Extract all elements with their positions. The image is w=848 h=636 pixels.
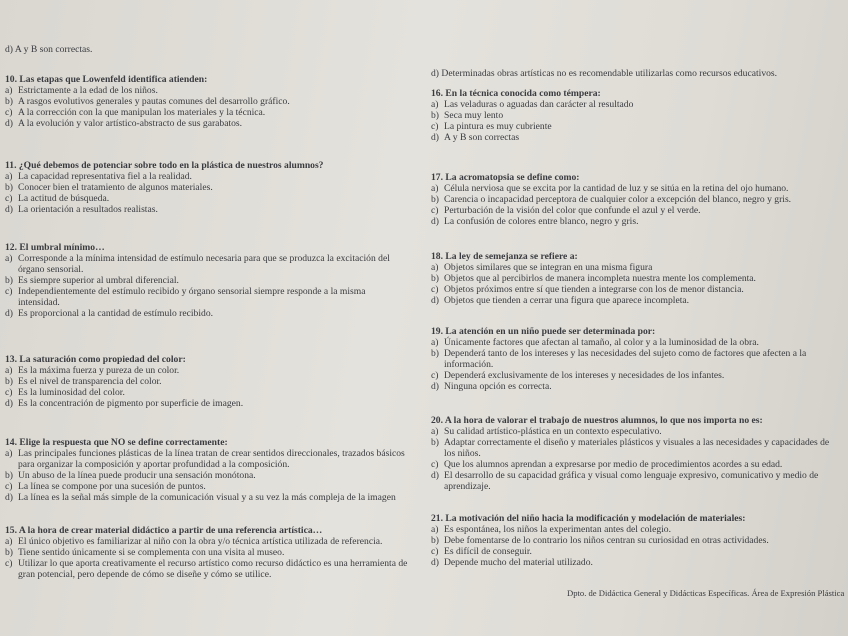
option-text: Utilizar lo que aporta creativamente el recurso artístico como recurso didáctico es una herramienta de (18, 558, 408, 569)
option-text: Las principales funciones plásticas de la línea tratan de crear sentidos direccionales, trazados básicos (18, 448, 405, 459)
question-title: 18. La ley de semejanza se refiere a: (431, 251, 578, 262)
option-letter: a) (431, 524, 439, 535)
option-text: Es siempre superior al umbral diferencial. (18, 275, 179, 286)
option-text: A rasgos evolutivos generales y pautas comunes del desarrollo gráfico. (18, 96, 290, 107)
question-13 (5, 354, 420, 409)
answer-option (431, 284, 841, 295)
answer-option (431, 546, 841, 557)
answer-option (431, 262, 841, 273)
option-letter: c) (431, 459, 439, 470)
answer-option (431, 524, 841, 535)
answer-option (5, 536, 420, 547)
option-text: La orientación a resultados realistas. (18, 204, 158, 215)
answer-option (5, 376, 420, 387)
option-letter: c) (5, 286, 13, 297)
answer-option (5, 481, 420, 492)
option-text: A y B son correctas (444, 132, 520, 143)
answer-option (431, 205, 841, 216)
answer-option (431, 216, 841, 227)
option-letter: d) (431, 470, 439, 481)
footer-department: Dpto. de Didáctica General y Didácticas Específicas. Área de Expresión Plástica (567, 588, 845, 598)
answer-option (431, 470, 841, 481)
option-letter: b) (5, 182, 13, 193)
option-text: Debe fomentarse de lo contrario los niños centran su curiosidad en otras actividades. (444, 535, 769, 546)
option-text: La línea es la señal más simple de la comunicación visual y a su vez la más compleja de la imagen (18, 492, 396, 503)
option-letter: b) (5, 376, 13, 387)
answer-option (431, 348, 841, 359)
answer-option (431, 535, 841, 546)
option-top-right: d) Determinadas obras artísticas no es recomendable utilizarlas como recursos educativos. (431, 68, 778, 79)
option-letter: c) (431, 205, 439, 216)
option-letter: a) (431, 262, 439, 273)
question-title: 15. A la hora de crear material didáctico a partir de una referencia artística… (5, 525, 323, 536)
option-letter: c) (431, 370, 439, 381)
answer-option (5, 448, 420, 459)
option-text-continuation: aprendizaje. (444, 481, 491, 492)
option-top-left: d) A y B son correctas. (5, 44, 93, 55)
option-text: Estrictamente a la edad de los niños. (18, 85, 158, 96)
option-letter: c) (5, 387, 13, 398)
question-title: 21. La motivación del niño hacia la modificación y modelación de materiales: (431, 513, 746, 524)
option-text: Objetos similares que se integran en una misma figura (444, 262, 653, 273)
answer-option (431, 381, 841, 392)
option-text: Dependerá exclusivamente de los intereses y necesidades de los infantes. (444, 370, 725, 381)
answer-option (431, 337, 841, 348)
option-text-continuation: los niños. (444, 448, 481, 459)
option-letter: d) (431, 557, 439, 568)
option-letter: a) (5, 253, 13, 264)
answer-option (5, 275, 420, 286)
answer-option (5, 286, 420, 297)
option-text: Perturbación de la visión del color que confunde el azul y el verde. (444, 205, 701, 216)
answer-option (5, 253, 420, 264)
option-text: Carencia o incapacidad perceptora de cualquier color a excepción del blanco, negro y gris. (444, 194, 792, 205)
question-12 (5, 242, 420, 319)
answer-option (5, 96, 420, 107)
option-text: Es proporcional a la cantidad de estímulo recibido. (18, 308, 214, 319)
option-text: A la evolución y valor artístico-abstracto de sus garabatos. (18, 118, 243, 129)
option-letter: d) (431, 295, 439, 306)
option-text-continuation: información. (444, 359, 494, 370)
question-10 (5, 74, 420, 129)
answer-option (431, 557, 841, 568)
option-letter: c) (5, 481, 13, 492)
question-title: 19. La atención en un niño puede ser determinada por: (431, 326, 656, 337)
answer-option (431, 426, 841, 437)
question-21 (431, 513, 841, 568)
option-letter: b) (431, 110, 439, 121)
answer-option (431, 459, 841, 470)
answer-option (5, 107, 420, 118)
option-text: Independientemente del estímulo recibido y órgano sensorial siempre responde a la misma (18, 286, 366, 297)
option-letter: d) (5, 118, 13, 129)
option-text: A la corrección con la que manipulan los materiales y la técnica. (18, 107, 266, 118)
answer-option (5, 118, 420, 129)
option-letter: d) (431, 132, 439, 143)
option-text: La capacidad representativa fiel a la realidad. (18, 171, 192, 182)
option-text: Ninguna opción es correcta. (444, 381, 552, 392)
question-18 (431, 251, 841, 306)
option-text: Es la máxima fuerza y pureza de un color. (18, 365, 180, 376)
option-letter: d) (431, 381, 439, 392)
question-11 (5, 160, 420, 215)
question-19 (431, 326, 841, 392)
answer-option (5, 398, 420, 409)
option-letter: d) (5, 308, 13, 319)
answer-option (431, 295, 841, 306)
question-14 (5, 437, 420, 503)
option-letter: b) (431, 194, 439, 205)
question-20 (431, 415, 841, 492)
option-letter: b) (431, 348, 439, 359)
option-letter: a) (5, 85, 13, 96)
option-text: La pintura es muy cubriente (444, 121, 552, 132)
question-title: 17. La acromatopsia se define como: (431, 172, 580, 183)
option-text: Es la luminosidad del color. (18, 387, 125, 398)
option-text: Objetos que tienden a cerrar una figura que aparece incompleta. (444, 295, 690, 306)
question-title: 16. En la técnica conocida como témpera: (431, 88, 601, 99)
option-text: Objetos que al percibirlos de manera incompleta nuestra mente los complementa. (444, 273, 756, 284)
question-title: 20. A la hora de valorar el trabajo de nuestros alumnos, lo que nos importa no es: (431, 415, 763, 426)
option-letter: b) (5, 547, 13, 558)
option-text: El único objetivo es familiarizar al niño con la obra y/o técnica artística utilizada de referencia. (18, 536, 383, 547)
option-letter: a) (5, 171, 13, 182)
option-letter: d) (5, 492, 13, 503)
option-text: La actitud de búsqueda. (18, 193, 110, 204)
option-text: Que los alumnos aprendan a expresarse por medio de procedimientos acordes a su edad. (444, 459, 783, 470)
option-text: Tiene sentido únicamente si se complementa con una visita al museo. (18, 547, 285, 558)
option-letter: c) (431, 284, 439, 295)
option-text: Adaptar correctamente el diseño y materiales plásticos y visuales a las necesidades y capacidades de (444, 437, 830, 448)
option-letter: c) (5, 107, 13, 118)
option-text: Es el nivel de transparencia del color. (18, 376, 162, 387)
option-letter: a) (5, 536, 13, 547)
answer-option (431, 110, 841, 121)
option-letter: c) (431, 121, 439, 132)
option-text: Depende mucho del material utilizado. (444, 557, 593, 568)
question-title: 13. La saturación como propiedad del color: (5, 354, 186, 365)
option-text: La confusión de colores entre blanco, negro y gris. (444, 216, 639, 227)
option-text: Únicamente factores que afectan al tamaño, al color y a la luminosidad de la obra. (444, 337, 759, 348)
option-letter: b) (431, 535, 439, 546)
question-15 (5, 525, 420, 580)
option-letter: a) (431, 337, 439, 348)
answer-option (5, 470, 420, 481)
answer-option (431, 99, 841, 110)
option-text: Dependerá tanto de los intereses y las necesidades del sujeto como de factores que afecten a la (444, 348, 807, 359)
answer-option (5, 547, 420, 558)
question-title: 10. Las etapas que Lowenfeld identifica atienden: (5, 74, 208, 85)
option-text: Es espontánea, los niños la experimentan antes del colegio. (444, 524, 671, 535)
answer-option (5, 171, 420, 182)
option-text: Objetos próximos entre sí que tienden a integrarse con los de menor distancia. (444, 284, 744, 295)
option-letter: b) (5, 96, 13, 107)
option-text: Es difícil de conseguir. (444, 546, 532, 557)
option-text-continuation: para organizar la composición y aportar profundidad a la composición. (18, 459, 290, 470)
question-16 (431, 88, 841, 143)
option-text: Célula nerviosa que se excita por la cantidad de luz y se sitúa en la retina del ojo humano. (444, 183, 789, 194)
option-letter: c) (431, 546, 439, 557)
answer-option (5, 558, 420, 569)
answer-option (5, 204, 420, 215)
question-17 (431, 172, 841, 227)
answer-option (5, 193, 420, 204)
option-text-continuation: intensidad. (18, 297, 60, 308)
answer-option (431, 183, 841, 194)
option-letter: a) (431, 99, 439, 110)
option-text-continuation: gran potencial, pero depende de cómo se diseñe y cómo se utilice. (18, 569, 272, 580)
option-text: Conocer bien el tratamiento de algunos materiales. (18, 182, 213, 193)
option-text: Un abuso de la línea puede producir una sensación monótona. (18, 470, 256, 481)
option-letter: c) (5, 193, 13, 204)
answer-option (431, 194, 841, 205)
option-letter: b) (431, 273, 439, 284)
question-title: 12. El umbral mínimo… (5, 242, 105, 253)
option-letter: a) (431, 183, 439, 194)
option-letter: a) (5, 365, 13, 376)
option-text-continuation: órgano sensorial. (18, 264, 84, 275)
option-text: La línea se compone por una sucesión de puntos. (18, 481, 206, 492)
option-letter: a) (431, 426, 439, 437)
option-letter: c) (5, 558, 13, 569)
answer-option (5, 492, 420, 503)
option-text: Su calidad artístico-plástica en un contexto especulativo. (444, 426, 662, 437)
option-letter: d) (431, 216, 439, 227)
answer-option (5, 365, 420, 376)
option-letter: d) (5, 204, 13, 215)
option-text: Las veladuras o aguadas dan carácter al resultado (444, 99, 634, 110)
answer-option (5, 308, 420, 319)
answer-option (5, 387, 420, 398)
option-text: Corresponde a la mínima intensidad de estímulo necesaria para que se produzca la excitación del (18, 253, 390, 264)
answer-option (5, 85, 420, 96)
answer-option (431, 437, 841, 448)
option-letter: b) (5, 470, 13, 481)
question-title: 14. Elige la respuesta que NO se define correctamente: (5, 437, 228, 448)
answer-option (431, 273, 841, 284)
answer-option (431, 132, 841, 143)
option-letter: b) (5, 275, 13, 286)
answer-option (431, 121, 841, 132)
option-letter: b) (431, 437, 439, 448)
answer-option (431, 370, 841, 381)
option-letter: a) (5, 448, 13, 459)
question-title: 11. ¿Qué debemos de potenciar sobre todo en la plástica de nuestros alumnos? (5, 160, 324, 171)
option-text: Seca muy lento (444, 110, 504, 121)
option-text: El desarrollo de su capacidad gráfica y visual como lenguaje expresivo, comunicativo y medio de (444, 470, 819, 481)
answer-option (5, 182, 420, 193)
option-text: Es la concentración de pigmento por superficie de imagen. (18, 398, 244, 409)
option-letter: d) (5, 398, 13, 409)
